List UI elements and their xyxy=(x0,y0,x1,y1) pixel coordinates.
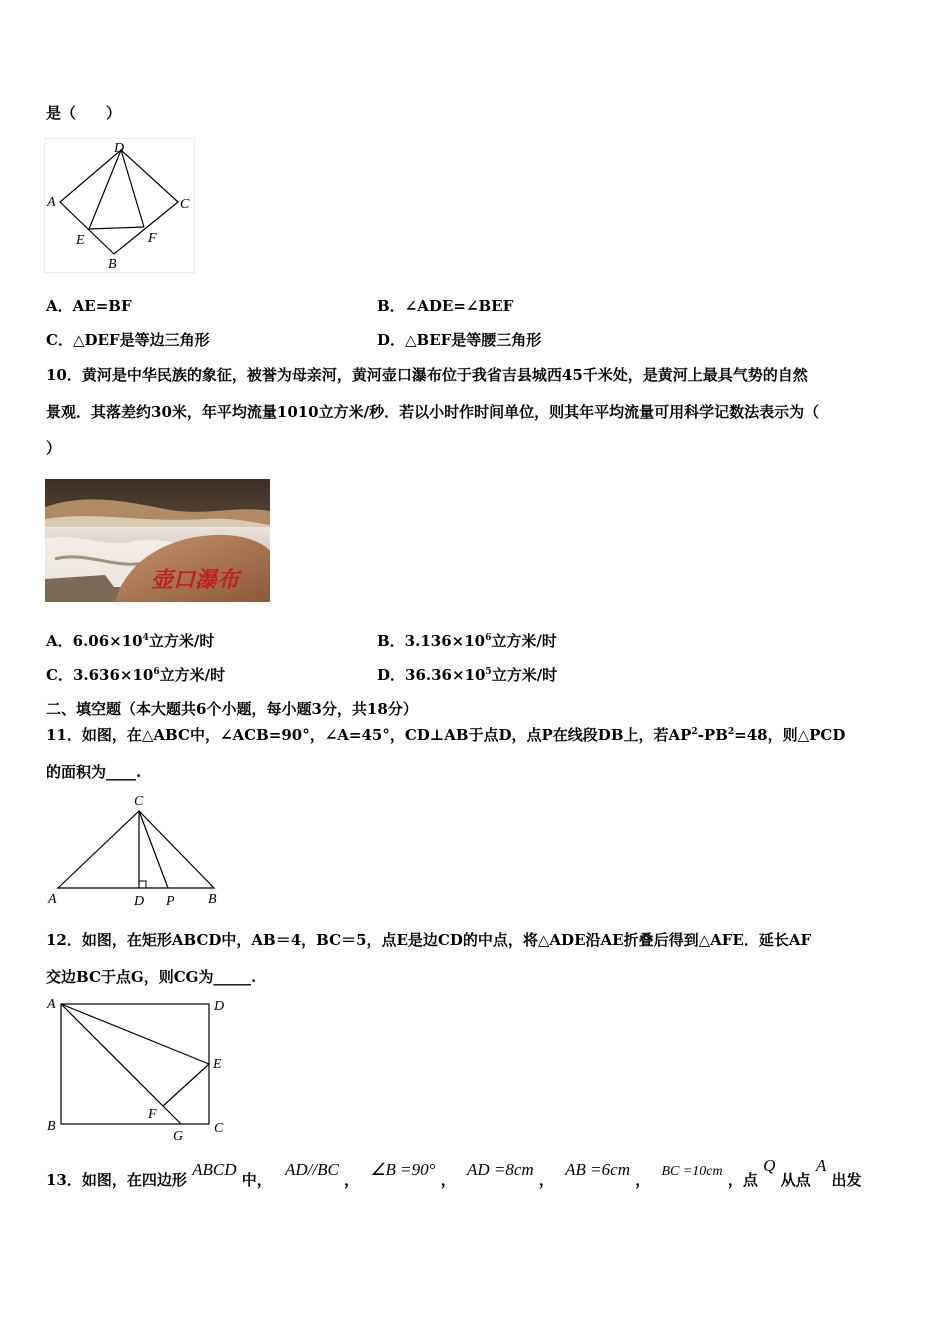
q11-line2: 的面积为____. xyxy=(46,763,142,781)
q10-line3: ） xyxy=(46,439,62,457)
q12-label-b: B xyxy=(47,1119,56,1134)
q9-triangle-sides xyxy=(89,150,144,229)
q11-right-angle-mark xyxy=(139,881,146,888)
q11-line1: 11．如图，在△ABC中，∠ACB=90°，∠A=45°，CD⊥AB于点D，点P在线段DB上，若$AP^2-PB^2=48$，则△PCD xyxy=(46,726,846,744)
q12-ae-segment xyxy=(61,1004,209,1064)
q12-label-d: D xyxy=(214,999,225,1014)
q9-label-b: B xyxy=(108,257,117,272)
q11-label-a: A xyxy=(48,892,57,907)
q11-triangle xyxy=(58,811,214,888)
q11-figure xyxy=(44,790,234,910)
q12-rectangle xyxy=(61,1004,209,1124)
q11-cp-segment xyxy=(139,811,168,888)
q10-option-c: C．$3.636\times 10^6$立方米/时 xyxy=(46,666,226,684)
q9-label-f: F xyxy=(148,231,157,246)
q10-line1: 10．黄河是中华民族的象征，被誉为母亲河，黄河壶口瀑布位于我省吉县城西45千米处，是黄河上最具气势的自然 xyxy=(46,366,808,384)
q10-line2: 景观．其落差约30米，年平均流量1010立方米/秒．若以小时作时间单位，则其年平均流量可用科学记数法表示为（ xyxy=(46,403,820,421)
q12-label-a: A xyxy=(47,997,56,1012)
q10-option-b: B．$3.136\times 10^6$立方米/时 xyxy=(377,632,557,650)
q12-label-g: G xyxy=(173,1129,184,1144)
q12-label-e: E xyxy=(213,1057,222,1072)
q12-label-f: F xyxy=(148,1107,157,1122)
q9-label-d: D xyxy=(114,141,125,156)
q9-option-d: D．△BEF是等腰三角形 xyxy=(377,331,542,349)
q9-option-c: C．△DEF是等边三角形 xyxy=(46,331,210,349)
q11-label-c: C xyxy=(134,794,144,809)
q11-label-b: B xyxy=(208,892,217,907)
q12-line2: 交边BC于点G，则CG为_____. xyxy=(46,968,257,986)
q12-figure xyxy=(44,994,234,1144)
q9-label-e: E xyxy=(76,233,85,248)
q9-ef-segment xyxy=(89,227,144,229)
q9-option-b: B．∠ADE=∠BEF xyxy=(377,297,514,315)
q11-label-d: D xyxy=(134,894,145,909)
photo-caption: 壶口瀑布 xyxy=(150,567,240,593)
q9-label-a: A xyxy=(47,195,56,210)
q12-line1: 12．如图，在矩形ABCD中，AB＝4，BC＝5，点E是边CD的中点，将△ADE沿AE折叠后得到△AFE．延长AF xyxy=(46,931,812,949)
q10-option-a: A．$6.06\times 10^4$立方米/时 xyxy=(46,632,215,650)
q9-stem-tail: 是（ ） xyxy=(46,104,122,122)
q11-label-p: P xyxy=(166,894,175,909)
q12-label-c: C xyxy=(214,1121,224,1136)
q10-option-d: D．$36.36\times 10^5$立方米/时 xyxy=(377,666,558,684)
q9-option-a: A．AE=BF xyxy=(46,297,132,315)
q9-figure xyxy=(44,138,196,274)
q9-label-c: C xyxy=(180,197,190,212)
q12-fe-segment xyxy=(163,1064,209,1106)
section2-title: 二、填空题（本大题共6个小题，每小题3分，共18分） xyxy=(46,700,418,718)
waterfall-photo xyxy=(45,479,270,602)
q13-line1: 13．如图，在四边形 ABCD 中， AD//BC ， ∠B =90° ， AD =8cm ， AB =6cm ， BC =10cm ，点 Q 从点 A 出发 xyxy=(46,1156,862,1189)
